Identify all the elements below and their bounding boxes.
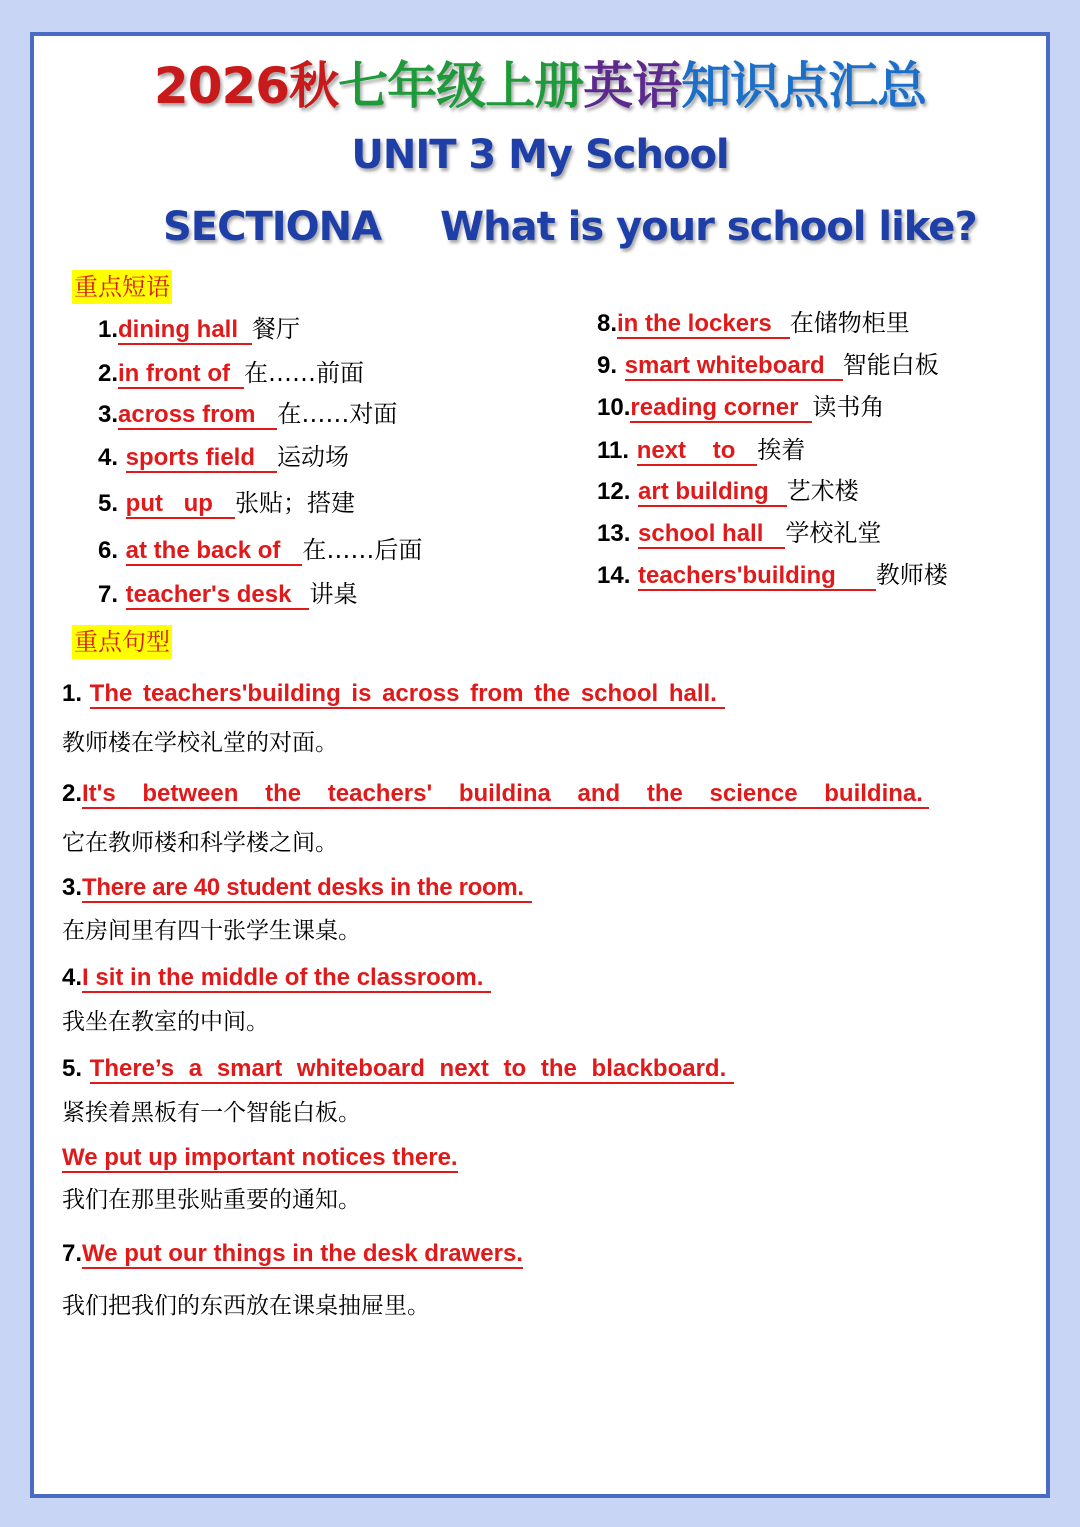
sentence-item	[62, 778, 929, 809]
sentence-item	[62, 678, 725, 709]
phrase-item	[98, 488, 355, 519]
sentence-english: There’s a smart whiteboard next to the blackboard.	[90, 1056, 735, 1084]
phrase-chinese: 运动场	[277, 443, 350, 471]
sentence-translation: 我们把我们的东西放在课桌抽屉里。	[62, 1293, 430, 1319]
phrase-number: 1.	[98, 316, 119, 343]
sentence-number: 4.	[62, 964, 83, 991]
phrase-item	[98, 442, 349, 473]
phrase-number: 14.	[597, 562, 631, 589]
phrase-number: 4.	[98, 444, 119, 471]
title-topic: 知识点汇总	[681, 57, 927, 115]
phrases-tag: 重点短语	[72, 270, 172, 304]
phrase-chinese: 在……对面	[277, 400, 398, 428]
phrase-number: 7.	[98, 581, 119, 608]
phrase-english: sports field	[126, 445, 277, 473]
phrase-item	[597, 560, 948, 591]
phrase-number: 12.	[597, 478, 631, 505]
phrase-item	[597, 476, 859, 507]
phrase-item	[597, 435, 805, 466]
phrase-english: teachers'building	[638, 563, 876, 591]
phrase-item	[98, 314, 300, 345]
phrase-item	[98, 535, 422, 566]
sentence-english: I sit in the middle of the classroom.	[82, 965, 491, 993]
section-heading: SECTIONA	[163, 204, 382, 250]
phrase-number: 10.	[597, 394, 631, 421]
sentence-translation: 教师楼在学校礼堂的对面。	[62, 730, 338, 756]
sentence-translation: 在房间里有四十张学生课桌。	[62, 918, 361, 944]
sentence-item	[62, 1053, 734, 1084]
phrase-chinese: 艺术楼	[786, 477, 859, 505]
sentence-english: We put our things in the desk drawers.	[82, 1240, 523, 1267]
sentence-english: It's between the teachers' buildina and the science buildina.	[82, 781, 929, 809]
section-question: What is your school like?	[440, 204, 977, 250]
unit-heading: UNIT 3 My School	[351, 132, 729, 178]
sentence-item	[62, 1142, 458, 1173]
phrase-chinese: 在储物柜里	[789, 309, 910, 337]
phrase-english: reading corner	[630, 395, 812, 423]
phrase-english: smart whiteboard	[625, 353, 843, 381]
sentence-english: The teachers'building is across from the school hall.	[90, 681, 725, 709]
phrase-english: teacher's desk	[126, 582, 310, 610]
sentence-number: 5.	[62, 1055, 83, 1082]
phrase-english: across from	[118, 402, 277, 430]
phrase-number: 8.	[597, 310, 618, 337]
sentence-number: 7.	[62, 1240, 83, 1267]
phrase-item	[98, 399, 397, 430]
phrase-chinese: 读书角	[812, 393, 885, 421]
worksheet-page	[30, 32, 1050, 1498]
phrase-item	[597, 392, 884, 423]
sentence-number: 3.	[62, 874, 83, 901]
phrase-chinese: 学校礼堂	[785, 519, 882, 547]
phrase-english: in front of	[118, 361, 244, 389]
phrase-chinese: 挨着	[757, 436, 806, 464]
phrase-number: 11.	[597, 437, 630, 464]
phrase-number: 6.	[98, 537, 119, 564]
phrase-chinese: 智能白板	[842, 351, 939, 379]
title-subject: 英语	[583, 57, 682, 115]
phrase-english: art building	[638, 479, 787, 507]
phrase-item	[98, 579, 357, 610]
phrase-chinese: 在……前面	[243, 359, 364, 387]
phrase-chinese: 讲桌	[309, 580, 358, 608]
phrase-english: dining hall	[118, 317, 252, 345]
sentence-translation: 我坐在教室的中间。	[62, 1009, 269, 1035]
sentence-number: 1.	[62, 680, 83, 707]
sentence-english: There are 40 student desks in the room.	[82, 875, 532, 903]
sentence-english: We put up important notices there.	[62, 1144, 458, 1171]
sentence-translation: 我们在那里张贴重要的通知。	[62, 1187, 361, 1213]
phrase-english: school hall	[638, 521, 785, 549]
phrase-number: 2.	[98, 360, 119, 387]
sentence-translation: 紧挨着黑板有一个智能白板。	[62, 1100, 361, 1126]
sentence-item	[62, 962, 491, 993]
phrase-item	[597, 350, 939, 381]
phrase-item	[98, 358, 364, 389]
phrase-item	[597, 308, 910, 339]
phrase-item	[597, 518, 881, 549]
phrase-chinese: 教师楼	[875, 561, 948, 589]
title-year: 2026	[153, 57, 290, 115]
phrase-number: 9.	[597, 352, 618, 379]
phrase-chinese: 餐厅	[252, 315, 301, 343]
sentence-item	[62, 1238, 523, 1269]
phrase-number: 5.	[98, 490, 119, 517]
phrase-chinese: 张贴；搭建	[234, 489, 355, 517]
sentences-tag: 重点句型	[72, 625, 172, 659]
phrase-chinese: 在……后面	[302, 536, 423, 564]
phrase-english: put up	[126, 491, 235, 519]
sentence-item	[62, 872, 532, 903]
phrase-english: at the back of	[126, 538, 303, 566]
phrase-number: 3.	[98, 401, 119, 428]
phrase-english: in the lockers	[617, 311, 790, 339]
phrase-number: 13.	[597, 520, 631, 547]
page-title	[0, 46, 1080, 118]
title-season: 秋	[289, 57, 339, 115]
phrase-english: next to	[637, 438, 758, 466]
sentence-translation: 它在教师楼和科学楼之间。	[62, 830, 338, 856]
sentence-number: 2.	[62, 780, 83, 807]
title-grade: 七年级上册	[338, 57, 584, 115]
